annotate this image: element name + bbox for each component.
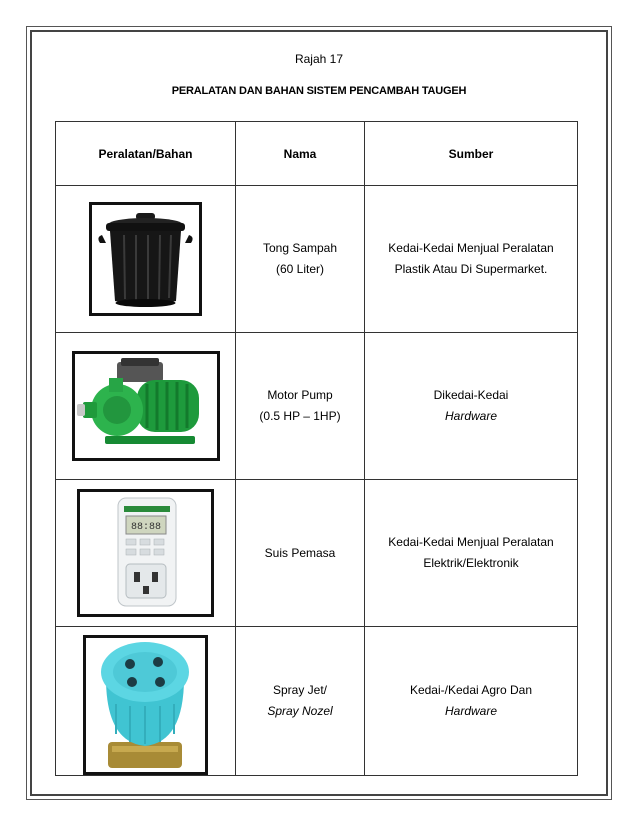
table-row	[56, 627, 578, 776]
table-row	[56, 186, 578, 333]
source-line: Kedai-/Kedai Agro Dan	[409, 683, 533, 697]
name-line: (60 Liter)	[275, 262, 325, 276]
source-cell	[365, 480, 578, 627]
name-cell	[236, 186, 365, 333]
equipment-table	[55, 121, 578, 776]
source-cell	[365, 186, 578, 333]
header-equipment: Peralatan/Bahan	[56, 122, 236, 186]
source-line: Kedai-Kedai Menjual Peralatan	[388, 535, 554, 549]
motor-pump-image	[72, 351, 220, 461]
source-line: Hardware	[444, 704, 498, 718]
name-line: Suis Pemasa	[264, 545, 336, 560]
source-line: Kedai-Kedai Menjual Peralatan	[388, 241, 554, 255]
image-cell	[56, 333, 236, 480]
spray-nozzle-image	[83, 635, 208, 775]
source-line: Dikedai-Kedai	[433, 388, 509, 402]
source-cell	[365, 627, 578, 776]
timer-switch-icon	[80, 492, 211, 614]
name-line: (0.5 HP – 1HP)	[259, 409, 341, 423]
name-line: Tong Sampah	[262, 241, 338, 255]
trash-bin-image	[89, 202, 202, 316]
name-line: Spray Nozel	[267, 704, 333, 718]
name-line: Spray Jet/	[272, 683, 328, 697]
source-line: Hardware	[444, 409, 498, 423]
table-header-row	[56, 122, 578, 186]
header-source: Sumber	[365, 122, 578, 186]
source-line: Plastik Atau Di Supermarket.	[394, 262, 548, 276]
name-cell	[236, 480, 365, 627]
image-cell	[56, 627, 236, 776]
name-line: Motor Pump	[267, 388, 333, 402]
trash-bin-icon	[92, 205, 199, 313]
timer-switch-image	[77, 489, 214, 617]
name-cell	[236, 333, 365, 480]
table-row	[56, 333, 578, 480]
table-row	[56, 480, 578, 627]
figure-caption: Rajah 17	[294, 52, 344, 66]
image-cell	[56, 186, 236, 333]
source-cell	[365, 333, 578, 480]
timer-display: 88:88	[130, 522, 162, 533]
source-line: Elektrik/Elektronik	[423, 556, 519, 570]
header-name: Nama	[236, 122, 365, 186]
figure-heading: PERALATAN DAN BAHAN SISTEM PENCAMBAH TAUGEH	[171, 85, 467, 97]
name-cell	[236, 627, 365, 776]
image-cell	[56, 480, 236, 627]
motor-pump-icon	[75, 354, 217, 458]
spray-nozzle-icon	[86, 638, 205, 772]
